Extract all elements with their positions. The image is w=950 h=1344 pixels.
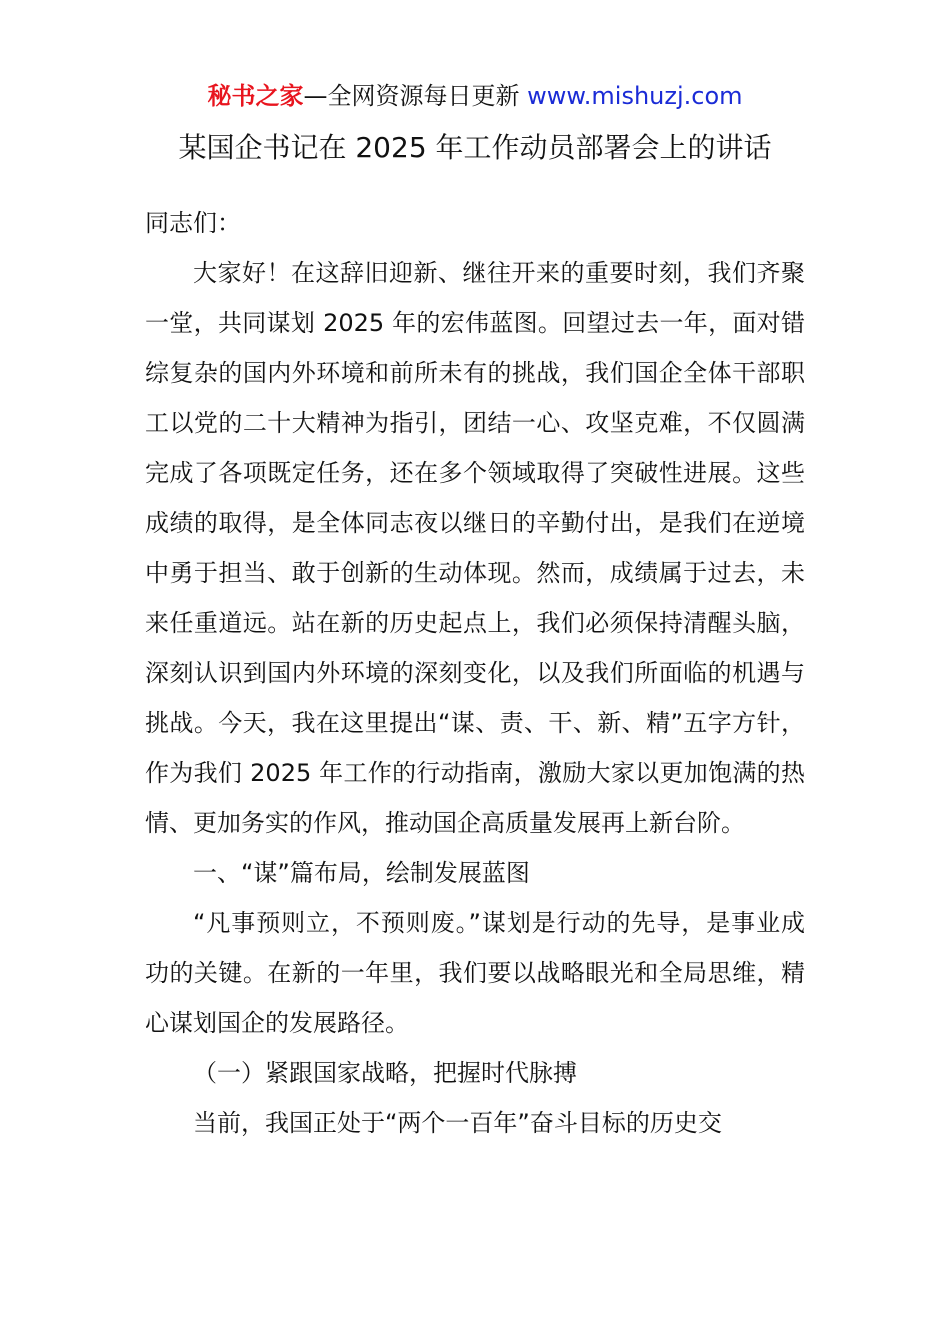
site-url-link[interactable]: www.mishuzj.com: [519, 82, 743, 110]
salutation: 同志们：: [145, 209, 241, 237]
section-heading: 一、“谋”篇布局，绘制发展蓝图: [193, 859, 530, 887]
site-brand: 秘书之家: [207, 82, 304, 110]
site-header: [0, 80, 950, 112]
subsection-heading: （一）紧跟国家战略，把握时代脉搏: [193, 1059, 577, 1087]
site-tagline: —全网资源每日更新: [303, 82, 520, 110]
section-paragraph: “凡事预则立，不预则废。”谋划是行动的先导，是事业成功的关键。在新的一年里，我们要以战略眼光和全局思维，精心谋划国企的发展路径。: [145, 909, 805, 1037]
document-title: 某国企书记在 2025 年工作动员部署会上的讲话: [178, 131, 772, 164]
intro-paragraph: 大家好！在这辞旧迎新、继往开来的重要时刻，我们齐聚一堂，共同谋划 2025 年的宏伟蓝图。回望过去一年，面对错综复杂的国内外环境和前所未有的挑战，我们国企全体干部职工以党的二十大精神为指引，团结一心、攻坚克难，不仅圆满完成了各项既定任务，还在多个领域取得了突破性进展。这些成绩的取得，是全体同志夜以继日的辛勤付出，是我们在逆境中勇于担当、敢于创新的生动体现。然而，成绩属于过去，未来任重道远。站在新的历史起点上，我们必须保持清醒头脑，深刻认识到国内外环境的深刻变化，以及我们所面临的机遇与挑战。今天，我在这里提出“谋、责、干、新、精”五字方针，作为我们 2025 年工作的行动指南，激励大家以更加饱满的热情、更加务实的作风，推动国企高质量发展再上新台阶。: [145, 259, 805, 837]
subsection-paragraph: 当前，我国正处于“两个一百年”奋斗目标的历史交: [193, 1109, 722, 1137]
document-body: [145, 198, 805, 1148]
